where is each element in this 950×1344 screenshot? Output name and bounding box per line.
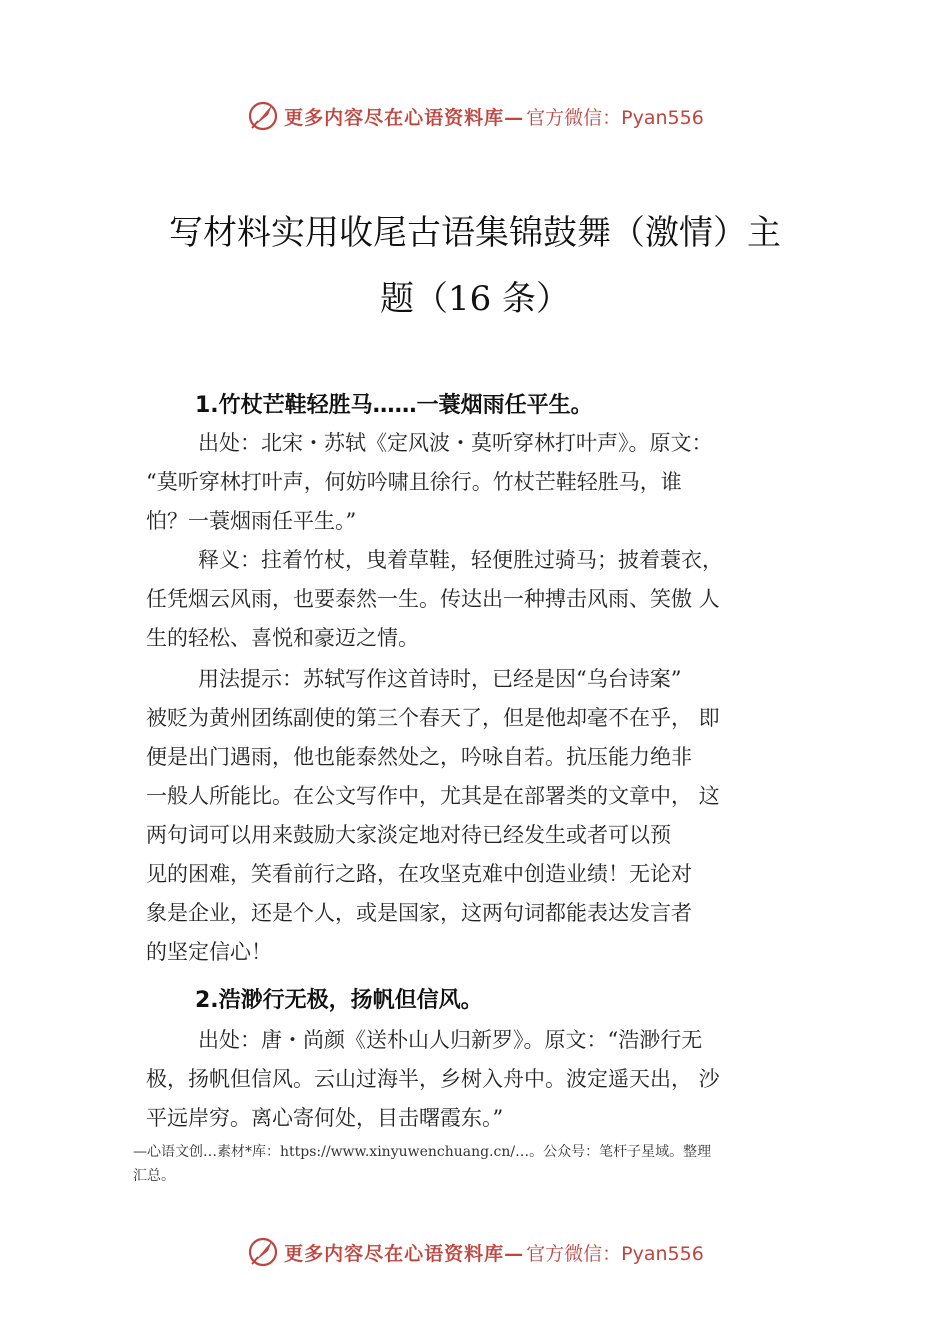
text-line: 平远岸穷。离心寄何处，目击曙霞东。” [146, 1106, 504, 1130]
quill-logo-icon [246, 1235, 280, 1269]
text-line: 出处：北宋・苏轼《定风波・莫听穿林打叶声》。原文： [198, 431, 713, 455]
footer-banner [0, 1232, 950, 1272]
quill-logo-icon [246, 99, 280, 133]
text-line: 生的轻松、喜悦和豪迈之情。 [146, 626, 419, 650]
text-line: 极，扬帆但信风。云山过海半，乡树入舟中。波定遥天出， 沙 [146, 1067, 720, 1091]
footnote [133, 1140, 833, 1188]
title-line-2: 题（16 条） [379, 279, 571, 319]
page-title [120, 200, 830, 332]
text-line: 的坚定信心！ [146, 940, 272, 964]
footnote-line-1: —心语文创…素材*库：https://www.xinyuwenchuang.cn/…。公众号：笔杆子星域。整理 [133, 1144, 712, 1160]
item-1-usage [146, 664, 826, 964]
item-1-source [146, 428, 826, 533]
text-line: 一般人所能比。在公文写作中，尤其是在部署类的文章中， 这 [146, 784, 720, 808]
text-line: 任凭烟云风雨，也要泰然一生。传达出一种搏击风雨、笑傲 人 [146, 587, 720, 611]
text-line: 两句词可以用来鼓励大家淡定地对待已经发生或者可以预 [146, 823, 671, 847]
item-2-heading: 2.浩渺行无极，扬帆但信风。 [195, 988, 483, 1013]
banner-text: 更多内容尽在心语资料库— [284, 106, 525, 129]
header-banner [0, 96, 950, 136]
title-line-1: 写材料实用收尾古语集锦鼓舞（激情）主 [169, 213, 781, 253]
text-line: 出处：唐・尚颜《送朴山人归新罗》。原文：“浩渺行无 [198, 1028, 703, 1052]
text-line: 怕？一蓑烟雨任平生。” [146, 509, 357, 533]
text-line: 见的困难，笑看前行之路，在攻坚克难中创造业绩！无论对 [146, 862, 692, 886]
item-2-source [146, 1025, 826, 1130]
text-line: 便是出门遇雨，他也能泰然处之，吟咏自若。抗压能力绝非 [146, 745, 692, 769]
banner-contact: 官方微信：Pyan556 [526, 1242, 704, 1265]
text-line: “莫听穿林打叶声，何妨吟啸且徐行。竹杖芒鞋轻胜马，谁 [146, 470, 682, 494]
text-line: 用法提示：苏轼写作这首诗时，已经是因“乌台诗案” [198, 667, 682, 691]
text-line: 释义：拄着竹杖，曳着草鞋，轻便胜过骑马；披着蓑衣， [198, 548, 723, 572]
item-1-heading: 1.竹杖芒鞋轻胜马……一蓑烟雨任平生。 [195, 393, 593, 418]
footnote-line-2: 汇总。 [133, 1168, 175, 1184]
banner-contact: 官方微信：Pyan556 [526, 106, 704, 129]
banner-text: 更多内容尽在心语资料库— [284, 1242, 525, 1265]
text-line: 象是企业，还是个人，或是国家，这两句词都能表达发言者 [146, 901, 692, 925]
item-1-meaning [146, 545, 826, 650]
text-line: 被贬为黄州团练副使的第三个春天了，但是他却毫不在乎， 即 [146, 706, 720, 730]
